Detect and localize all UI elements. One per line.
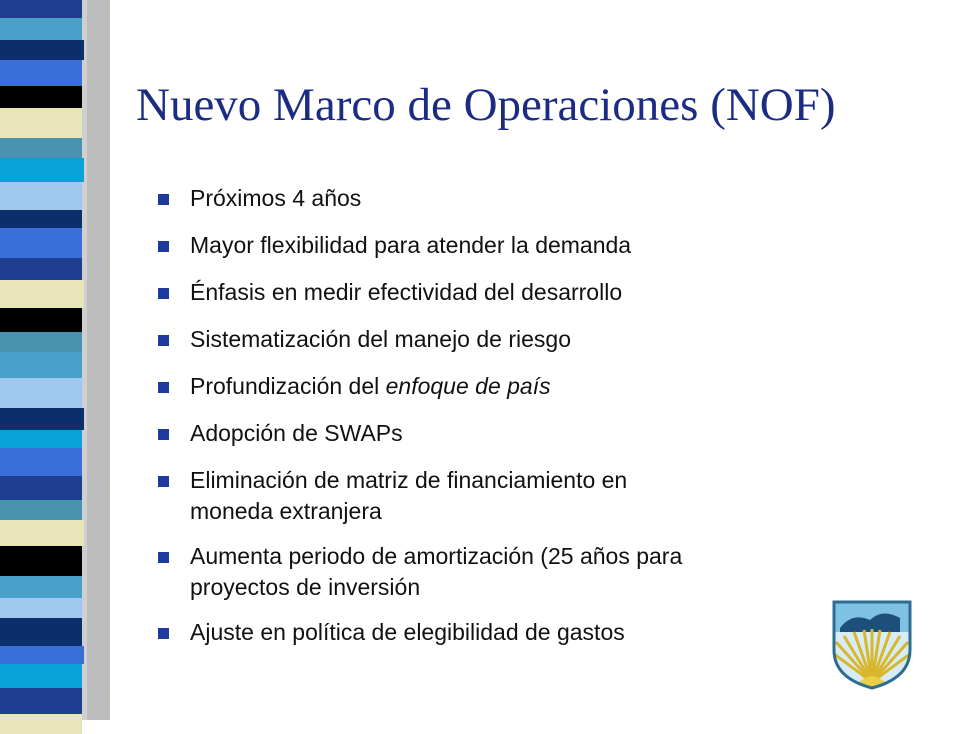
bullet-text-line2: moneda extranjera [190,498,382,524]
stripe-band [0,546,82,576]
stripe-band [0,714,82,734]
emblem-seal-icon [830,598,914,690]
stripe-band [0,228,82,258]
bullet-item [158,277,898,308]
stripe-band [0,598,82,618]
stripe-band [0,308,82,332]
bullet-text: Mayor flexibilidad para atender la demanda [190,232,632,258]
slide-title: Nuevo Marco de Operaciones (NOF) [136,79,836,131]
stripe-band [0,576,82,598]
bullet-item [158,230,898,261]
bullet-item [158,324,898,355]
square-bullet-icon [158,628,169,639]
bullet-text: Énfasis en medir efectividad del desarrollo [190,279,623,305]
square-bullet-icon [158,429,169,440]
stripe-band [0,500,82,520]
stripe-band [0,210,82,228]
stripe-band [0,86,82,108]
square-bullet-icon [158,288,169,299]
square-bullet-icon [158,194,169,205]
stripe-band [0,646,84,664]
stripe-band [0,258,82,280]
stripe-band [0,476,82,500]
square-bullet-icon [158,335,169,346]
stripe-band [0,18,82,40]
square-bullet-icon [158,476,169,487]
stripe-band [0,108,82,138]
bullet-item [158,465,898,527]
square-bullet-icon [158,382,169,393]
stripe-band [0,448,82,476]
stripe-band [0,0,82,18]
stripe-band [0,408,84,430]
bullet-list [158,183,898,664]
stripe-band [0,60,82,86]
bullet-text-line1: Eliminación de matriz de financiamiento en [190,467,628,493]
square-bullet-icon [158,552,169,563]
bullet-item [158,183,898,214]
stripe-band [0,378,82,408]
bullet-text: Sistematización del manejo de riesgo [190,326,571,352]
stripe-band [0,520,84,546]
stripe-band [0,158,84,182]
stripe-band [0,430,82,448]
bullet-item [158,541,898,603]
stripe-band [0,688,82,714]
stripe-band [0,138,82,158]
square-bullet-icon [158,241,169,252]
bullet-text-line2: proyectos de inversión [190,574,421,600]
stripe-band [0,280,84,308]
bullet-text: Profundización del [190,373,386,399]
stripe-band [0,664,82,688]
bullet-text-line1: Aumenta periodo de amortización (25 años para [190,543,683,569]
stripe-band [0,332,82,352]
bullet-item [158,617,898,648]
stripe-band [0,182,82,210]
decorative-stripe [0,0,110,720]
stripe-band [0,352,82,378]
stripe-band [0,40,84,60]
stripe-band [0,618,82,646]
bullet-item [158,371,898,402]
bullet-emphasis: enfoque de país [385,373,551,399]
bullet-text: Próximos 4 años [190,185,362,211]
bullet-text: Ajuste en política de elegibilidad de gastos [190,619,625,645]
bullet-item [158,418,898,449]
bullet-text: Adopción de SWAPs [190,420,403,446]
